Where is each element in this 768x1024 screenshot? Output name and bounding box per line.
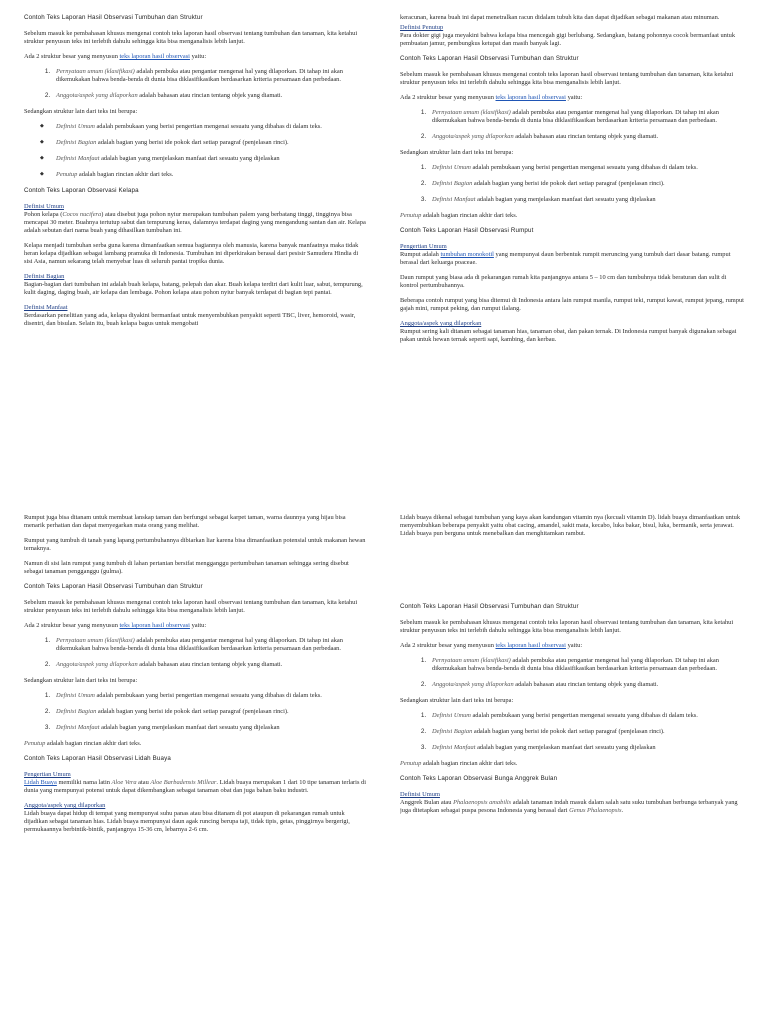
structure-sentence [400,642,744,650]
penutup-text: adalah bagian rincian akhir dari teks. [421,212,518,219]
heading-definisi-penutup: Definisi Penutup [400,24,444,31]
text-part: adalah tanaman indah masuk dalam salah satu suku tumbuhan berbunga terbanyak yang juga ditetapkan sebagai puspa pesona Indonesia yang berasal dari [400,799,738,814]
paragraph-aspek: Lidah buaya dapat hidup di tempat yang mempunyai suhu panas atau bisa ditanam di pot ataupun di pekarangan rumah untuk dijadikan sebagai tanaman hias. Lidah buaya mempunyai daun agak runcing berupa taji, tidak tipis, getas, pinggirnya bergerigi, permukaannya berbintik-bintik, panjangnya 15-36 cm, lebarnya 2-6 cm. [24,810,350,833]
structure-post: yaitu: [189,53,207,60]
paragraph-lidah-buaya [24,779,368,795]
penutup-term: Penutup [400,212,422,219]
list-item [428,133,744,141]
page-title: Contoh Teks Laporan Hasil Observasi Tumbuhan dan Struktur [24,583,203,590]
laporan-observasi-link[interactable]: teks laporan hasil observasi [119,53,190,60]
list-item-term: Pernyataan umum (klasifikasi) [432,657,511,664]
section-title-anggrek: Contoh Teks Laporan Observasi Bunga Anggrek Bulan [400,775,558,782]
spacer [400,545,744,603]
paragraph-definisi-umum [24,211,368,235]
section-title-rumput: Contoh Teks Laporan Hasil Observasi Rumput [400,227,534,234]
list-item [52,171,368,179]
list-item [52,139,368,147]
list-item-term: Anggota/aspek yang dilaporkan [56,661,138,668]
paragraph-rumput-f: Namun di sisi lain rumput yang tumbuh di lahan pertanian bersifat mengganggu pertumbuhan tanaman sehingga sering disebut sebagai tanaman pengganggu (gulma). [24,560,349,575]
penutup-text: adalah bagian rincian akhir dari teks. [421,760,518,767]
list-item-text: adalah bagian yang berisi ide pokok dari setiap paragraf (penjelasan rinci). [472,180,665,187]
list-item-term: Definisi Bagian [56,139,97,146]
structure-pre: Ada 2 struktur besar yang menyusun [400,642,496,649]
list-item-term: Definisi Umum [432,164,471,171]
list-item-term: Definisi Umum [432,712,471,719]
list-item [52,68,368,84]
list-item [52,724,368,732]
section-title-lidah-buaya: Contoh Teks Laporan Hasil Observasi Lidah Buaya [24,755,171,762]
penutup-term: Penutup [400,760,422,767]
list-item-text: adalah bahasan atau rincian tentang objek yang diamati. [137,92,283,99]
paragraph-rumput-e: Rumput yang tumbuh di tanah yang lapang pertumbuhannya dibiarkan liar karena bisa dimanfaatkan potensial untuk makanan hewan ternaknya. [24,537,366,552]
list-item-text: adalah pembukaan yang berisi pengertian mengenai sesuatu yang dibahas di dalam teks. [470,164,698,171]
structure-sentence [24,53,368,61]
list-item-text: adalah pembuka atau pengantar mengenai hal yang dilaporkan. Di tahap ini akan dikemukakan bahwa benda-benda di dunia bisa diklasifikasikan berdasarkan kriteria persamaan dan perbedaan. [56,637,343,652]
latin-name: Phalaenopsis amabilis [453,799,512,806]
intro-paragraph: Sebelum masuk ke pembahasan khusus mengenai contoh teks laporan hasil observasi tentang tumbuhan dan tanaman, kita ketahui struktur penyusun teks ini terlebih dahulu sehingga kita bisa menganalisis lebih lanjut. [400,619,734,634]
text-part: yang mempunyai daun berbentuk rumpit meruncing yang tumbuh dari dasar batang. rumput berasal dari keluarga poaceae. [400,251,731,266]
list-item-term: Definisi Manfaat [432,744,476,751]
penutup-sentence [24,740,368,748]
structure-pre: Ada 2 struktur besar yang menyusun [24,53,120,60]
paragraph-rumput-c: Beberapa contoh rumput yang bisa ditemui di Indonesia antara lain rumput manila, rumput teki, rumput kawat, rumput jepang, rumput gajah mini, rumput peking, dan rumput ilalang. [400,297,744,312]
paragraph-rumput-b: Daun rumput yang biasa ada di pekarangan rumah kita panjangnya antara 5 – 10 cm dan tumbuhnya tidak beraturan dan sulit di kontrol pertumbuhannya. [400,274,727,289]
list-item [52,692,368,700]
page-top-left [24,14,368,508]
penutup-sentence [400,760,744,768]
laporan-observasi-link[interactable]: teks laporan hasil observasi [119,622,190,629]
list-item-term: Anggota/aspek yang dilaporkan [432,133,514,140]
list-item [428,180,744,188]
paragraph-definisi-bagian: Bagian-bagian dari tumbuhan ini adalah buah kelapa, batang, pelepah dan akar. Buah kelapa terdiri dari kulit luar, sabut, tempurung, kulit daging, daging buah, air kelapa dan lembaga. Pohon kelapa atau pohon nyiur banyak terdapat di bagian tepi pantai. [24,281,363,296]
list-item-text: adalah bahasan atau rincian tentang objek yang diamati. [513,133,659,140]
list-item [52,92,368,100]
paragraph-definisi-manfaat: Berdasarkan penelitian yang ada, kelapa diyakini bermanfaat untuk menyembuhkan penyakit seperti TBC, liver, hemoroid, wasir, disentri, dan bisulan. Selain itu, buah kelapa bagus untuk mengobati [24,312,356,327]
heading-aspek: Anggota/aspek yang dilaporkan [24,802,106,809]
list-item-text: adalah pembukaan yang berisi pengertian mengenai sesuatu yang dibahas di dalam teks. [94,123,322,130]
list-item-text: adalah pembuka atau pengantar mengenai hal yang dilaporkan. Di tahap ini akan dikemukakan bahwa benda-benda di dunia bisa diklasifikasikan berdasarkan kriteria persamaan dan perbedaan. [432,657,719,672]
heading-aspek: Anggota/aspek yang dilaporkan [400,320,482,327]
structure-post: yaitu: [565,642,583,649]
other-structure-sentence: Sedangkan struktur lain dari teks ini berupa: [400,697,514,704]
heading-pengertian-umum: Pengertian Umum [400,243,447,250]
text-part: . Lidah buaya merupakan 1 dari 10 tipe tanaman terlaris di dunia yang mempunyai potensi untuk dapat dikembangkan sebagai tanaman obat dan juga bahan baku industri. [24,779,367,794]
penutup-term: Penutup [24,740,46,747]
list-item [428,744,744,752]
list-item-term: Definisi Manfaat [56,724,100,731]
list-item [52,637,368,653]
genus-name: Genus Phalaenopsis [569,807,622,814]
structure-sentence [24,622,368,630]
list-item-term: Definisi Manfaat [432,196,476,203]
other-structure-list [24,123,368,179]
paragraph-rumput-a [400,251,744,267]
heading-definisi-umum: Definisi Umum [400,791,440,798]
penutup-text: adalah bagian rincian akhir dari teks. [45,740,142,747]
other-structure-sentence: Sedangkan struktur lain dari teks ini berupa: [24,108,138,115]
list-item [52,155,368,163]
page-bottom-right [400,514,744,1008]
list-item-text: adalah bahasan atau rincian tentang objek yang diamati. [137,661,283,668]
list-item [428,109,744,125]
structure-post: yaitu: [565,94,583,101]
list-item [52,708,368,716]
structure-post: yaitu: [189,622,207,629]
list-item [428,681,744,689]
main-structure-list [24,68,368,100]
list-item-term: Penutup [56,171,78,178]
list-item-text: adalah bagian yang berisi ide pokok dari setiap paragraf (penjelasan rinci). [96,708,289,715]
list-item-term: Definisi Umum [56,692,95,699]
list-item-term: Pernyataan umum (klasifikasi) [56,637,135,644]
list-item-text: adalah pembukaan yang berisi pengertian mengenai sesuatu yang dibahas di dalam teks. [470,712,698,719]
list-item-term: Anggota/aspek yang dilaporkan [432,681,514,688]
structure-pre: Ada 2 struktur besar yang menyusun [400,94,496,101]
intro-paragraph: Sebelum masuk ke pembahasan khusus mengenai contoh teks laporan hasil observasi tentang tumbuhan dan tanaman, kita ketahui struktur penyusun teks ini terlebih dahulu sehingga kita bisa menganalisis lebih lanjut. [400,71,734,86]
structure-pre: Ada 2 struktur besar yang menyusun [24,622,120,629]
monokotil-link[interactable]: tumbuhan monokotil [440,251,494,258]
page-bottom-left [24,514,368,1008]
continued-paragraph: Lidah buaya dikenal sebagai tumbuhan yang kaya akan kandungan vitamin nya (kecuali vitamin D). lidah buaya dimanfaatkan untuk menyembuhkan beberapa penyakit yaitu obat cacing, amandel, sakit mata, kecabo, luka bakar, bisul, luka, bermanik, serta jerawat. Lidah buaya pun berguna untuk menebalkan dan menghitamkan rambut. [400,514,741,537]
list-item-text: adalah bagian yang menjelaskan manfaat dari sesuatu yang dijelaskan [99,155,280,162]
paragraph-kelapa: Kelapa menjadi tumbuhan serba guna karena dimanfaatkan semua bagiannya oleh manusia, karena banyak manfaatnya maka tidak heran kelapa dijadikan sebagai lambang pramuka di Indonesia. Tumbuhan ini diperkirakan berasal dari pesisir Samudera Hindia di sisi Asia, namun sekarang telah menyebar luas di seluruh pantai tropika dunia. [24,242,359,265]
list-item [428,728,744,736]
heading-definisi-manfaat: Definisi Manfaat [24,304,68,311]
main-structure-list [400,657,744,689]
heading-pengertian-umum: Pengertian Umum [24,771,71,778]
section-title-kelapa: Contoh Teks Laporan Observasi Kelapa [24,187,139,194]
other-structure-sentence: Sedangkan struktur lain dari teks ini berupa: [400,149,514,156]
list-item-text: adalah bagian yang berisi ide pokok dari setiap paragraf (penjelasan rinci). [472,728,665,735]
list-item [428,196,744,204]
list-item-term: Definisi Manfaat [56,155,100,162]
text-part: Rumput adalah [400,251,441,258]
list-item-term: Definisi Umum [56,123,95,130]
list-item-text: adalah pembukaan yang berisi pengertian mengenai sesuatu yang dibahas di dalam teks. [94,692,322,699]
other-structure-list [400,712,744,752]
list-item-text: adalah bagian yang berisi ide pokok dari setiap paragraf (penjelasan rinci). [96,139,289,146]
list-item [428,657,744,673]
other-structure-list [400,164,744,204]
list-item-term: Definisi Bagian [432,180,473,187]
list-item-text: adalah bahasan atau rincian tentang objek yang diamati. [513,681,659,688]
paragraph-definisi-penutup: Para dokter gigi juga meyakini bahwa kelapa bisa mencegah gigi berlubang. Sedangkan, batang pohonnya cocok bermanfaat untuk pembuatan jamur, pembungkus ketupat dan masih banyak lagi. [400,32,736,47]
heading-definisi-umum: Definisi Umum [24,203,64,210]
main-structure-list [24,637,368,669]
list-item-text: adalah bagian rincian akhir dari teks. [77,171,174,178]
list-item-text: adalah bagian yang menjelaskan manfaat dari sesuatu yang dijelaskan [475,196,656,203]
list-item-term: Anggota/aspek yang dilaporkan [56,92,138,99]
list-item [428,164,744,172]
list-item [428,712,744,720]
intro-paragraph: Sebelum masuk ke pembahasan khusus mengenai contoh teks laporan hasil observasi tentang tumbuhan dan tanaman, kita ketahui struktur penyusun teks ini terlebih dahulu sehingga kita bisa menganalisis lebih lanjut. [24,30,358,45]
text-part: memiliki nama latin [56,779,112,786]
text-part: atau [136,779,151,786]
other-structure-sentence: Sedangkan struktur lain dari teks ini berupa: [24,677,138,684]
page-title: Contoh Teks Laporan Hasil Observasi Tumbuhan dan Struktur [400,55,579,62]
list-item-term: Definisi Bagian [56,708,97,715]
text-part: Pohon kelapa ( [24,211,63,218]
list-item-text: adalah pembuka atau pengantar mengenai hal yang dilaporkan. Di tahap ini akan dikemukakan bahwa benda-benda di dunia bisa diklasifikasikan berdasarkan kriteria persamaan dan perbedaan. [432,109,719,124]
paragraph-aspek: Rumput sering kali ditanam sebagai tanaman hias, tanaman obat, dan pakan ternak. Di Indonesia rumput banyak digunakan sebagai pakan untuk hewan ternak seperti sapi, kambing, dan kerbau. [400,328,737,343]
page-top-right [400,14,744,508]
text-part: . [621,807,624,814]
laporan-observasi-link[interactable]: teks laporan hasil observasi [495,94,566,101]
page-title: Contoh Teks Laporan Hasil Observasi Tumbuhan dan Struktur [24,14,203,21]
list-item [52,661,368,669]
latin-name: Cocos nucifera [62,211,102,218]
continued-paragraph: keracunan, karena buah ini dapat menetralkan racun didalam tubuh kita dan dapat dijadikan sebagai makanan atau minuman. [400,14,720,21]
laporan-observasi-link[interactable]: teks laporan hasil observasi [495,642,566,649]
lidah-buaya-link[interactable]: Lidah Buaya [24,779,57,786]
list-item [52,123,368,131]
text-part: ) atau disebut juga pohon nyiur merupakan tumbuhan palem yang berbatang tinggi, tingginya bisa mencapai 30 meter. Buahnya tertutup sabut dan tempurung keras, dalamnya terdapat daging yang mengandung santan dan air. Kelapa adalah sebutan dari nama buah yang dihasilkan tumbuhan ini. [24,211,366,234]
other-structure-list [24,692,368,732]
list-item-term: Pernyataan umum (klasifikasi) [432,109,511,116]
text-part: Anggrek Bulan atau [400,799,454,806]
penutup-sentence [400,212,744,220]
list-item-text: adalah pembuka atau pengantar mengenai hal yang dilaporkan. Di tahap ini akan dikemukakan bahwa benda-benda di dunia bisa diklasifikasikan berdasarkan kriteria persamaan dan perbedaan. [56,68,343,83]
main-structure-list [400,109,744,141]
list-item-term: Pernyataan umum (klasifikasi) [56,68,135,75]
latin-name: Aloe Vera [111,779,137,786]
list-item-text: adalah bagian yang menjelaskan manfaat dari sesuatu yang dijelaskan [475,744,656,751]
heading-definisi-bagian: Definisi Bagian [24,273,65,280]
intro-paragraph: Sebelum masuk ke pembahasan khusus mengenai contoh teks laporan hasil observasi tentang tumbuhan dan tanaman, kita ketahui struktur penyusun teks ini terlebih dahulu sehingga kita bisa menganalisis lebih lanjut. [24,599,358,614]
page-title: Contoh Teks Laporan Hasil Observasi Tumbuhan dan Struktur [400,603,579,610]
paragraph-anggrek [400,799,744,815]
list-item-term: Definisi Bagian [432,728,473,735]
latin-name: Aloe Barbadensis Millear [150,779,217,786]
paragraph-rumput-d: Rumput juga bisa ditanam untuk membuat lanskap taman dan berfungsi sebagai karpet taman, warna daunnya yang hijau bisa menarik perhatian dan dapat menyegarkan mata orang yang melihat. [24,514,346,529]
structure-sentence [400,94,744,102]
list-item-text: adalah bagian yang menjelaskan manfaat dari sesuatu yang dijelaskan [99,724,280,731]
